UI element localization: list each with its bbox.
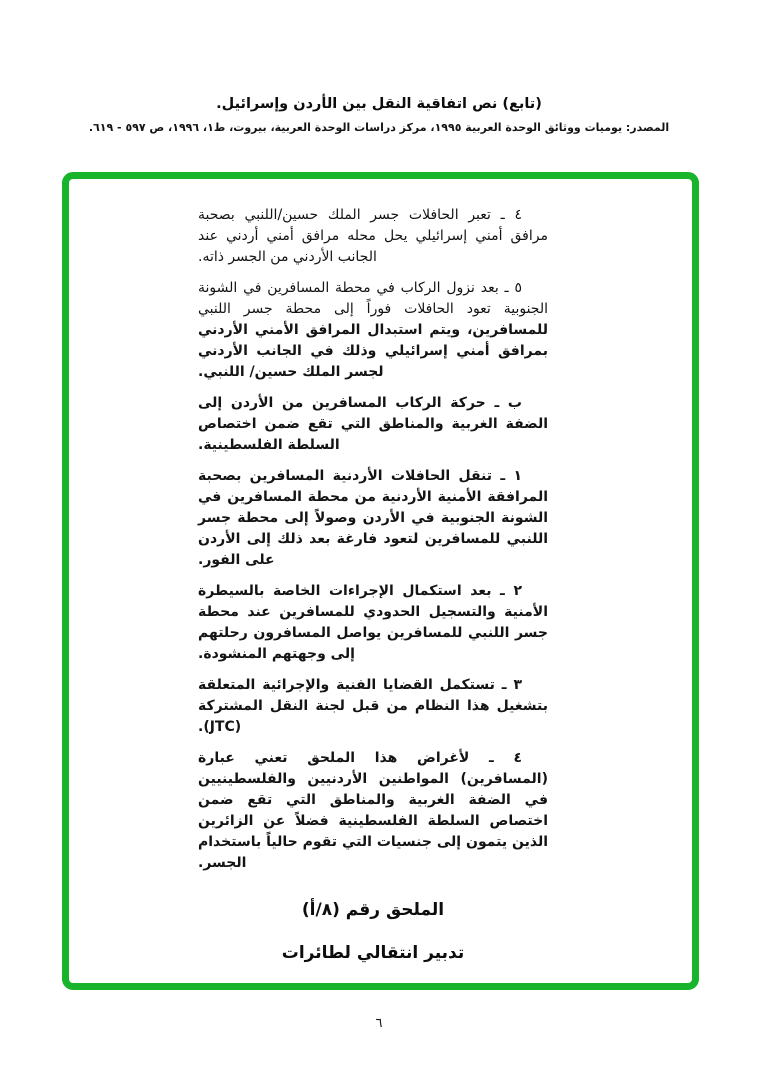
page-number: ٦ — [375, 1016, 383, 1031]
annex-title-heading: تدبير انتقالي لطائرات — [281, 943, 465, 963]
green-document-frame — [62, 172, 699, 990]
paragraph-5-bold-segment: للمسافرين، ويتم استبدال المرافق الأمني الأردني بمرافق أمني إسرائيلي وذلك في الجانب الأردني لجسر الملك حسين/ اللنبي. — [198, 322, 548, 380]
paragraph-3-jtc-committee: ٣ ـ تستكمل القضايا الفنية والإجرائية المتعلقة بتشغيل هذا النظام من قبل لجنة النقل المشتركة (JTC). — [198, 677, 548, 735]
paragraph-2-border-procedures: ٢ ـ بعد استكمال الإجراءات الخاصة بالسيطرة الأمنية والتسجيل الحدودي للمسافرين عند محطة جسر اللنبي للمسافرين يواصل المسافرون رحلتهم إلى وجهتهم المنشودة. — [198, 583, 548, 662]
paragraph-1-jordanian-buses: ١ ـ تنقل الحافلات الأردنية المسافرين بصحبة المرافقة الأمنية الأردنية من محطة المسافرين في الشونة الجنوبية في الأردن وصولاً إلى محطة جسر اللنبي للمسافرين لتعود فارغة بعد ذلك إلى الأردن على الفور. — [198, 468, 548, 568]
paragraph-4-bus-crossing: ٤ ـ تعبر الحافلات جسر الملك حسين/اللنبي بصحبة مرافق أمني إسرائيلي يحل محله مرافق أمني أردني عند الجانب الأردني من الجسر ذاته. — [198, 207, 548, 265]
page-header — [0, 96, 758, 134]
page-footer — [0, 1012, 758, 1031]
source-citation: المصدر: يوميات ووثائق الوحدة العربية ١٩٩٥، مركز دراسات الوحدة العربية، بيروت، ط١، ١٩٩٦، ص ٥٩٧ - ٦١٩. — [88, 121, 670, 134]
page-title: (تابع) نص اتفاقية النقل بين الأردن وإسرائيل. — [216, 96, 542, 112]
paragraph-4-passenger-definition: ٤ ـ لأغراض هذا الملحق تعني عبارة (المسافرين) المواطنين الأردنيين والفلسطينيين في الضفة الغربية والمناطق التي تقع ضمن اختصاص السلطة الفلسطينية فضلاً عن الزائرين الذين يتمون إلى جنسيات التي تقوم حالياً باستخدام الجسر. — [198, 750, 548, 871]
document-body — [198, 205, 548, 963]
paragraph-5-normal-segment: ٥ ـ بعد نزول الركاب في محطة المسافرين في الشونة الجنوبية تعود الحافلات فوراً إلى محطة جسر اللنبي — [198, 280, 548, 317]
annex-number-heading: الملحق رقم (٨/أ) — [301, 900, 445, 920]
paragraph-5-passenger-dropoff — [198, 278, 548, 383]
paragraph-b-passenger-movement: ب ـ حركة الركاب المسافرين من الأردن إلى الضفة الغربية والمناطق التي تقع ضمن اختصاص السلطة الفلسطينية. — [198, 395, 548, 453]
